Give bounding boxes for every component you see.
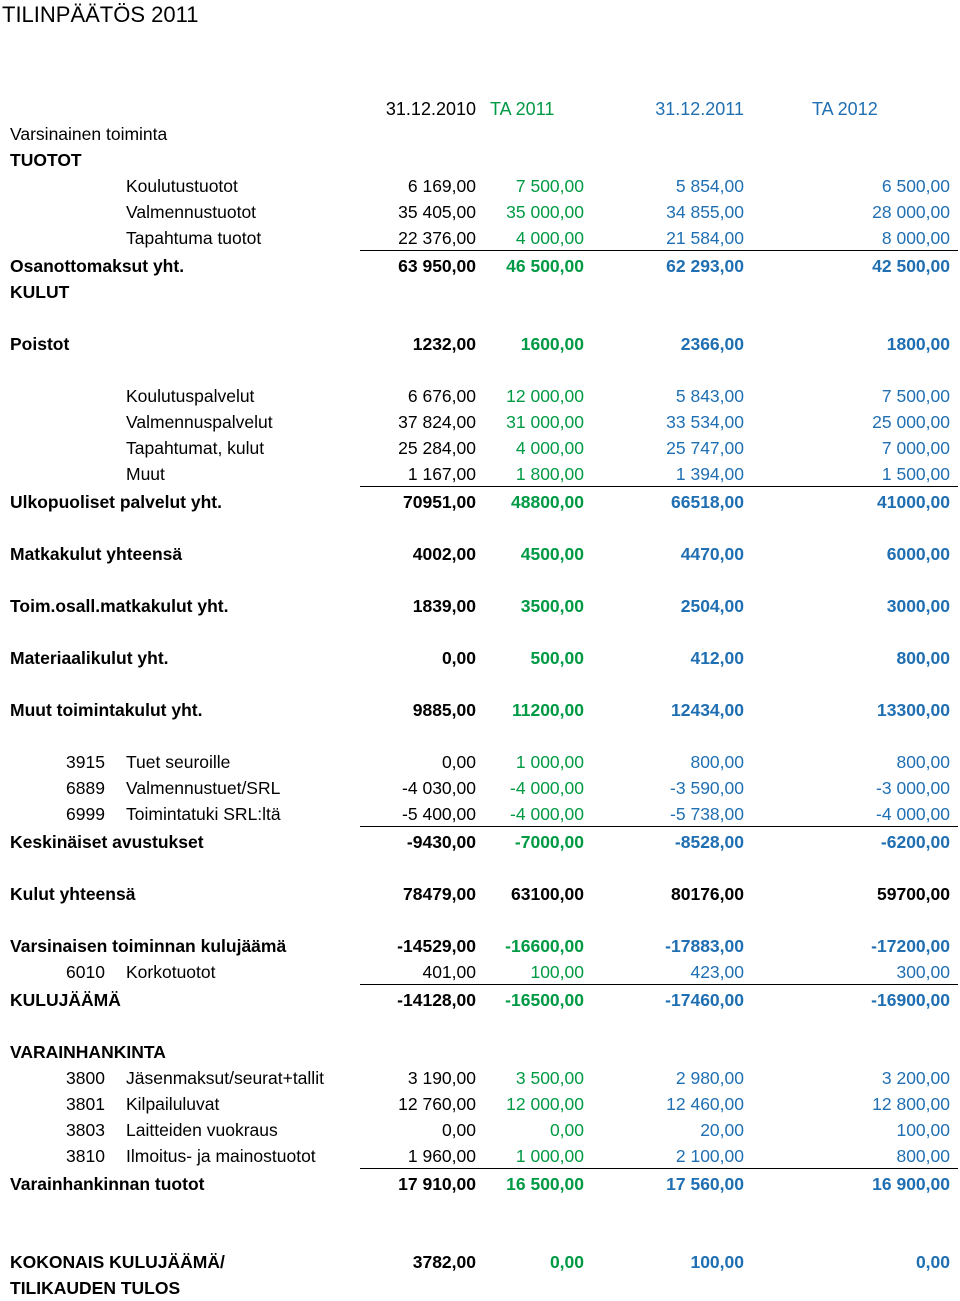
value-cell: 66518,00 bbox=[671, 492, 744, 512]
value-cell: 78479,00 bbox=[403, 884, 476, 904]
row-label: Toim.osall.matkakulut yht. bbox=[10, 596, 229, 616]
value-cell: -14128,00 bbox=[397, 990, 476, 1010]
row-label: Ulkopuoliset palvelut yht. bbox=[10, 492, 222, 512]
column-header-2011: 31.12.2011 bbox=[655, 99, 744, 119]
row-label: Muut toimintakulut yht. bbox=[10, 700, 203, 720]
table-row bbox=[0, 775, 960, 801]
row-label: TILIKAUDEN TULOS bbox=[10, 1278, 181, 1298]
value-cell: 63100,00 bbox=[511, 884, 584, 904]
value-cell: 800,00 bbox=[690, 752, 744, 772]
value-cell: 25 000,00 bbox=[872, 412, 950, 432]
table-row bbox=[0, 959, 960, 985]
value-cell: 17 560,00 bbox=[666, 1174, 744, 1194]
value-cell: 7 500,00 bbox=[515, 176, 584, 196]
value-cell: 300,00 bbox=[896, 962, 950, 982]
value-cell: -5 400,00 bbox=[402, 804, 476, 824]
column-header-ta2011: TA 2011 bbox=[490, 99, 555, 119]
value-cell: 35 405,00 bbox=[398, 202, 476, 222]
table-row bbox=[0, 987, 960, 1013]
table-row bbox=[0, 1091, 960, 1117]
value-cell: 4002,00 bbox=[412, 544, 476, 564]
separator-line bbox=[360, 984, 958, 985]
table-row bbox=[0, 1065, 960, 1091]
value-cell: 25 284,00 bbox=[398, 438, 476, 458]
section-title: TUOTOT bbox=[10, 150, 82, 170]
value-cell: 1839,00 bbox=[412, 596, 476, 616]
value-cell: 35 000,00 bbox=[506, 202, 584, 222]
table-row bbox=[0, 541, 960, 567]
account-number: 3810 bbox=[66, 1146, 105, 1166]
value-cell: 2 980,00 bbox=[675, 1068, 744, 1088]
value-cell: 59700,00 bbox=[877, 884, 950, 904]
value-cell: -16500,00 bbox=[505, 990, 584, 1010]
value-cell: 1 000,00 bbox=[515, 1146, 584, 1166]
value-cell: 0,00 bbox=[549, 1252, 584, 1272]
table-row bbox=[0, 1171, 960, 1197]
value-cell: 12434,00 bbox=[671, 700, 744, 720]
column-header-ta2012: TA 2012 bbox=[812, 99, 878, 119]
row-label: Muut bbox=[126, 464, 165, 484]
table-row bbox=[0, 331, 960, 357]
value-cell: 423,00 bbox=[690, 962, 744, 982]
value-cell: -17883,00 bbox=[665, 936, 744, 956]
value-cell: -16600,00 bbox=[505, 936, 584, 956]
table-row bbox=[0, 1117, 960, 1143]
value-cell: 0,00 bbox=[441, 648, 476, 668]
value-cell: 1 000,00 bbox=[515, 752, 584, 772]
value-cell: 42 500,00 bbox=[872, 256, 950, 276]
value-cell: 3000,00 bbox=[886, 596, 950, 616]
value-cell: -5 738,00 bbox=[670, 804, 744, 824]
value-cell: 12 800,00 bbox=[872, 1094, 950, 1114]
table-row bbox=[0, 881, 960, 907]
value-cell: 28 000,00 bbox=[872, 202, 950, 222]
row-label: Osanottomaksut yht. bbox=[10, 256, 185, 276]
account-number: 3800 bbox=[66, 1068, 105, 1088]
table-row bbox=[0, 593, 960, 619]
value-cell: -3 000,00 bbox=[876, 778, 950, 798]
table-row bbox=[0, 279, 960, 305]
value-cell: 4 000,00 bbox=[515, 228, 584, 248]
row-label: Tapahtumat, kulut bbox=[126, 438, 265, 458]
value-cell: 37 824,00 bbox=[398, 412, 476, 432]
value-cell: 0,00 bbox=[441, 752, 476, 772]
table-row bbox=[0, 253, 960, 279]
table-row bbox=[0, 199, 960, 225]
value-cell: 5 854,00 bbox=[675, 176, 744, 196]
row-label: Toimintatuki SRL:ltä bbox=[126, 804, 281, 824]
value-cell: 800,00 bbox=[896, 648, 950, 668]
row-label: Ilmoitus- ja mainostuotot bbox=[126, 1146, 316, 1166]
value-cell: -4 000,00 bbox=[510, 778, 584, 798]
value-cell: 80176,00 bbox=[671, 884, 744, 904]
value-cell: 48800,00 bbox=[511, 492, 584, 512]
row-label: Koulutuspalvelut bbox=[126, 386, 255, 406]
value-cell: 2366,00 bbox=[680, 334, 744, 354]
value-cell: 1 800,00 bbox=[515, 464, 584, 484]
value-cell: 6 169,00 bbox=[407, 176, 476, 196]
value-cell: 12 000,00 bbox=[506, 1094, 584, 1114]
value-cell: -3 590,00 bbox=[670, 778, 744, 798]
value-cell: 17 910,00 bbox=[398, 1174, 476, 1194]
row-label: KULUJÄÄMÄ bbox=[10, 990, 121, 1010]
value-cell: 800,00 bbox=[896, 1146, 950, 1166]
value-cell: 34 855,00 bbox=[666, 202, 744, 222]
table-row bbox=[0, 749, 960, 775]
account-number: 6999 bbox=[66, 804, 105, 824]
value-cell: 31 000,00 bbox=[506, 412, 584, 432]
row-label: Materiaalikulut yht. bbox=[10, 648, 169, 668]
row-label: Kulut yhteensä bbox=[10, 884, 136, 904]
account-number: 3915 bbox=[66, 752, 105, 772]
value-cell: 6 500,00 bbox=[881, 176, 950, 196]
table-row bbox=[0, 1275, 960, 1301]
row-label: Valmennustuotot bbox=[126, 202, 257, 222]
value-cell: 1232,00 bbox=[412, 334, 476, 354]
value-cell: 4 000,00 bbox=[515, 438, 584, 458]
value-cell: 3500,00 bbox=[520, 596, 584, 616]
value-cell: 20,00 bbox=[700, 1120, 744, 1140]
table-row bbox=[0, 1143, 960, 1169]
account-number: 3803 bbox=[66, 1120, 105, 1140]
table-row bbox=[0, 435, 960, 461]
table-row bbox=[0, 801, 960, 827]
value-cell: 3 190,00 bbox=[407, 1068, 476, 1088]
value-cell: -17200,00 bbox=[871, 936, 950, 956]
value-cell: 100,00 bbox=[530, 962, 584, 982]
value-cell: -4 000,00 bbox=[510, 804, 584, 824]
row-label: Tapahtuma tuotot bbox=[126, 228, 262, 248]
table-row bbox=[0, 933, 960, 959]
table-row bbox=[0, 1249, 960, 1275]
value-cell: 800,00 bbox=[896, 752, 950, 772]
separator-line bbox=[360, 250, 958, 251]
table-row bbox=[0, 461, 960, 487]
value-cell: 21 584,00 bbox=[666, 228, 744, 248]
row-label: Varsinaisen toiminnan kulujäämä bbox=[10, 936, 287, 956]
separator-line bbox=[360, 826, 958, 827]
value-cell: 2 100,00 bbox=[675, 1146, 744, 1166]
value-cell: 6000,00 bbox=[886, 544, 950, 564]
row-label: Korkotuotot bbox=[126, 962, 216, 982]
row-label: Valmennustuet/SRL bbox=[126, 778, 281, 798]
value-cell: 12 760,00 bbox=[398, 1094, 476, 1114]
value-cell: 8 000,00 bbox=[881, 228, 950, 248]
row-label: Laitteiden vuokraus bbox=[126, 1120, 278, 1140]
table-row bbox=[0, 645, 960, 671]
value-cell: 63 950,00 bbox=[398, 256, 476, 276]
value-cell: 5 843,00 bbox=[675, 386, 744, 406]
value-cell: -4 000,00 bbox=[876, 804, 950, 824]
section-title: Varsinainen toiminta bbox=[10, 124, 168, 144]
table-row bbox=[0, 829, 960, 855]
value-cell: 13300,00 bbox=[877, 700, 950, 720]
value-cell: 22 376,00 bbox=[398, 228, 476, 248]
row-label: Keskinäiset avustukset bbox=[10, 832, 204, 852]
account-number: 6889 bbox=[66, 778, 105, 798]
value-cell: 4500,00 bbox=[520, 544, 584, 564]
row-label: Matkakulut yhteensä bbox=[10, 544, 183, 564]
row-label: Kilpailuluvat bbox=[126, 1094, 220, 1114]
value-cell: 12 460,00 bbox=[666, 1094, 744, 1114]
value-cell: -16900,00 bbox=[871, 990, 950, 1010]
value-cell: 1 500,00 bbox=[881, 464, 950, 484]
value-cell: 401,00 bbox=[422, 962, 476, 982]
account-number: 3801 bbox=[66, 1094, 105, 1114]
account-number: 6010 bbox=[66, 962, 105, 982]
separator-line bbox=[360, 486, 958, 487]
value-cell: 46 500,00 bbox=[506, 256, 584, 276]
value-cell: 16 500,00 bbox=[506, 1174, 584, 1194]
value-cell: 100,00 bbox=[896, 1120, 950, 1140]
table-row bbox=[0, 697, 960, 723]
value-cell: -17460,00 bbox=[665, 990, 744, 1010]
section-heading bbox=[0, 121, 960, 147]
value-cell: 0,00 bbox=[549, 1120, 584, 1140]
value-cell: 4470,00 bbox=[680, 544, 744, 564]
value-cell: 1 167,00 bbox=[407, 464, 476, 484]
table-row bbox=[0, 383, 960, 409]
separator-line bbox=[360, 1168, 958, 1169]
section-heading bbox=[0, 147, 960, 173]
value-cell: 11200,00 bbox=[511, 700, 584, 720]
value-cell: 7 500,00 bbox=[881, 386, 950, 406]
value-cell: 7 000,00 bbox=[881, 438, 950, 458]
value-cell: 1600,00 bbox=[520, 334, 584, 354]
row-label: Jäsenmaksut/seurat+tallit bbox=[126, 1068, 324, 1088]
value-cell: 0,00 bbox=[915, 1252, 950, 1272]
value-cell: -7000,00 bbox=[514, 832, 584, 852]
value-cell: 100,00 bbox=[690, 1252, 744, 1272]
row-label: VARAINHANKINTA bbox=[10, 1042, 166, 1062]
value-cell: 12 000,00 bbox=[506, 386, 584, 406]
table-row bbox=[0, 225, 960, 251]
value-cell: 1 960,00 bbox=[407, 1146, 476, 1166]
value-cell: 33 534,00 bbox=[666, 412, 744, 432]
row-label: Varainhankinnan tuotot bbox=[10, 1174, 205, 1194]
value-cell: 25 747,00 bbox=[666, 438, 744, 458]
value-cell: 3 500,00 bbox=[515, 1068, 584, 1088]
value-cell: 1800,00 bbox=[886, 334, 950, 354]
column-header-2010: 31.12.2010 bbox=[385, 99, 476, 119]
value-cell: 41000,00 bbox=[877, 492, 950, 512]
value-cell: 70951,00 bbox=[403, 492, 476, 512]
row-label: Koulutustuotot bbox=[126, 176, 238, 196]
row-label: Poistot bbox=[10, 334, 70, 354]
table-row bbox=[0, 489, 960, 515]
value-cell: 6 676,00 bbox=[407, 386, 476, 406]
value-cell: 16 900,00 bbox=[872, 1174, 950, 1194]
row-label: KULUT bbox=[10, 282, 70, 302]
table-row bbox=[0, 173, 960, 199]
value-cell: 62 293,00 bbox=[666, 256, 744, 276]
value-cell: 3782,00 bbox=[412, 1252, 476, 1272]
row-label: Valmennuspalvelut bbox=[126, 412, 273, 432]
value-cell: -9430,00 bbox=[406, 832, 476, 852]
value-cell: 9885,00 bbox=[412, 700, 476, 720]
value-cell: 412,00 bbox=[690, 648, 744, 668]
value-cell: -4 030,00 bbox=[402, 778, 476, 798]
page-title: TILINPÄÄTÖS 2011 bbox=[2, 2, 199, 27]
value-cell: -14529,00 bbox=[397, 936, 476, 956]
value-cell: 1 394,00 bbox=[675, 464, 744, 484]
value-cell: -8528,00 bbox=[674, 832, 744, 852]
table-row bbox=[0, 409, 960, 435]
value-cell: -6200,00 bbox=[880, 832, 950, 852]
value-cell: 2504,00 bbox=[680, 596, 744, 616]
table-row bbox=[0, 1039, 960, 1065]
row-label: Tuet seuroille bbox=[126, 752, 231, 772]
value-cell: 500,00 bbox=[530, 648, 584, 668]
row-label: KOKONAIS KULUJÄÄMÄ/ bbox=[10, 1252, 225, 1272]
value-cell: 0,00 bbox=[441, 1120, 476, 1140]
value-cell: 3 200,00 bbox=[881, 1068, 950, 1088]
